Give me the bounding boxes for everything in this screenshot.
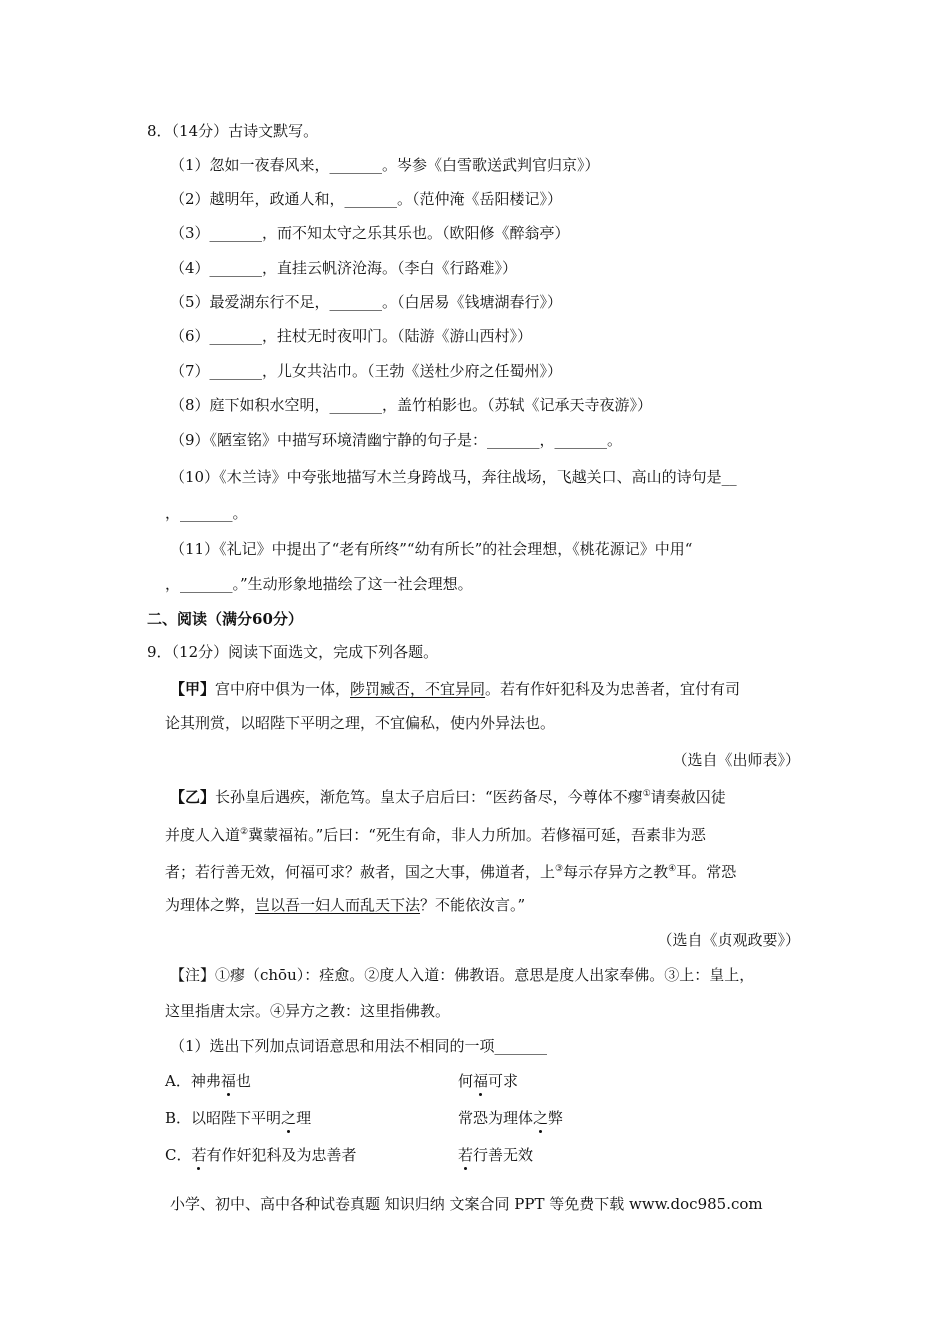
option-b: B．以昭陛下平明之理: [165, 1109, 312, 1127]
q8-item: （8）庭下如积水空明，_______，盖竹柏影也。（苏轼《记承天寺夜游》）: [170, 396, 653, 414]
q8-item: （3）_______，而不知太守之乐其乐也。（欧阳修《醉翁亭）: [170, 224, 570, 242]
dotted-char: 福: [220, 1072, 236, 1090]
jia-label: 【甲】: [170, 680, 216, 698]
underlined-phrase: 陟罚臧否，不宜异同: [350, 680, 486, 698]
q8-item: （9）《陋室铭》中描写环境清幽宁静的句子是：_______，_______。: [170, 431, 623, 449]
option-c-right: 若行善无效: [458, 1146, 534, 1164]
jia-line-2: 论其刑赏，以昭陛下平明之理，不宜偏私，使内外异法也。: [165, 714, 556, 732]
option-b-right: 常恐为理体之弊: [458, 1109, 564, 1127]
yi-line-4: 为理体之弊，岂以吾一妇人而乱天下法？不能依汝言。”: [165, 896, 526, 914]
option-c: C．若有作奸犯科及为忠善者: [165, 1146, 357, 1164]
dotted-char: 若: [191, 1146, 207, 1164]
underlined-phrase: 岂以吾一妇人而乱天下法: [255, 896, 421, 914]
option-a-right: 何福可求: [458, 1072, 519, 1090]
dotted-char: 之: [533, 1109, 549, 1127]
note-line-1: 【注】①瘳（chōu）：痊愈。②度人入道：佛教语。意思是度人出家奉佛。③上：皇上，: [170, 966, 755, 984]
q8-item: （2）越明年，政通人和，_______。（范仲淹《岳阳楼记》）: [170, 190, 563, 208]
q8-item: （11）《礼记》中提出了“老有所终”“幼有所长”的社会理想，《桃花源记》中用“: [170, 540, 693, 558]
q8-title: 8．（14分）古诗文默写。: [147, 122, 319, 140]
yi-line-1: 【乙】长孙皇后遇疾，渐危笃。皇太子启后曰：“医药备尽，今尊体不瘳①请奏赦囚徒: [170, 788, 726, 806]
page-footer: 小学、初中、高中各种试卷真题 知识归纳 文案合同 PPT 等免费下载 www.doc985.com: [170, 1195, 763, 1213]
q8-item: （5）最爱湖东行不足，_______。（白居易《钱塘湖春行》）: [170, 293, 563, 311]
option-a: A．神弗福也: [165, 1072, 251, 1090]
jia-line-1: 【甲】宫中府中俱为一体，陟罚臧否，不宜异同。若有作奸犯科及为忠善者，宜付有司: [170, 680, 741, 698]
yi-line-3: 者；若行善无效，何福可求？赦者，国之大事，佛道者，上③每示存异方之教④耳。常恐: [165, 863, 737, 881]
q8-item: ，_______。”生动形象地描绘了这一社会理想。: [165, 575, 473, 593]
section-title: 二、阅读（满分60分）: [147, 610, 303, 628]
jia-source: （选自《出师表》）: [672, 751, 800, 769]
dotted-char: 若: [458, 1146, 474, 1164]
q8-item: （4）_______，直挂云帆济沧海。（李白《行路难》）: [170, 259, 518, 277]
q8-item: （10）《木兰诗》中夸张地描写木兰身跨战马，奔往战场，飞越关口、高山的诗句是__: [170, 468, 737, 486]
yi-source: （选自《贞观政要》）: [657, 931, 800, 949]
q8-item: （6）_______，拄杖无时夜叩门。（陆游《游山西村》）: [170, 327, 533, 345]
sub-question-1: （1）选出下列加点词语意思和用法不相同的一项_______: [170, 1037, 548, 1055]
dotted-char: 福: [473, 1072, 489, 1090]
q8-item: （1）忽如一夜春风来，_______。岑参《白雪歌送武判官归京》）: [170, 156, 600, 174]
q9-title: 9．（12分）阅读下面选文，完成下列各题。: [147, 643, 439, 661]
dotted-char: 之: [281, 1109, 297, 1127]
q8-item: ，_______。: [165, 504, 248, 522]
yi-label: 【乙】: [170, 788, 216, 806]
yi-line-2: 并度人入道②冀蒙福祐。”后曰：“死生有命，非人力所加。若修福可延，吾素非为恶: [165, 826, 706, 844]
q8-item: （7）_______，儿女共沾巾。（王勃《送杜少府之任蜀州》）: [170, 362, 563, 380]
note-line-2: 这里指唐太宗。④异方之教：这里指佛教。: [165, 1002, 451, 1020]
